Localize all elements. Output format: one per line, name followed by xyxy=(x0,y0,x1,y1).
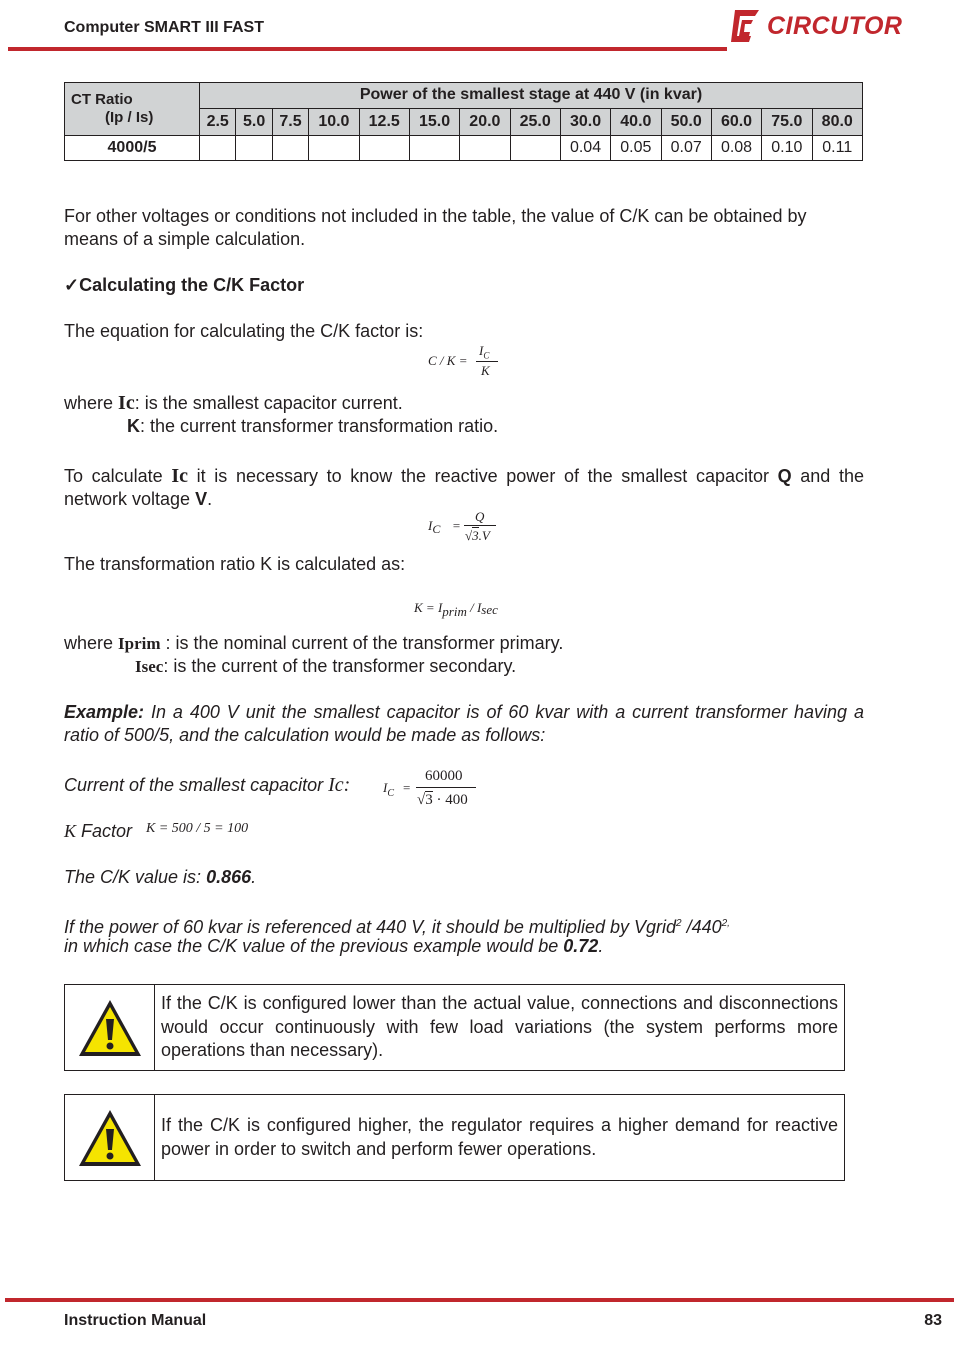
sqrt-icon: √3 · 400 xyxy=(417,792,468,808)
eq-num: $I_C$ xyxy=(479,343,490,361)
example-label: Example: xyxy=(64,702,145,722)
eq-den: K xyxy=(481,363,490,378)
result-line: The C/K value is: 0.866. xyxy=(64,867,257,887)
current-label: Current of the smallest capacitor Ic: xyxy=(64,774,351,796)
stage-cell: 12.5 xyxy=(359,108,409,135)
equation-example-ic: $I_C$ = 60000 √3 · 400 xyxy=(383,768,483,816)
page-number: 83 xyxy=(924,1312,942,1329)
warning-icon xyxy=(76,1107,144,1169)
footer-manual-label: Instruction Manual xyxy=(64,1312,207,1329)
reference-value: 0.72 xyxy=(563,936,599,956)
stage-cell: 2.5 xyxy=(200,108,236,135)
value-cell: 0.08 xyxy=(711,136,761,161)
fraction-bar xyxy=(476,361,498,362)
equation-ck xyxy=(428,343,518,383)
symbol-ic: Ic xyxy=(118,392,135,414)
equation-ic: IC = Q √3.V xyxy=(428,509,508,549)
value-cell xyxy=(272,136,308,161)
value-cell: 0.11 xyxy=(812,136,863,161)
stage-cell: 7.5 xyxy=(272,108,308,135)
stage-cell: 25.0 xyxy=(510,108,560,135)
stage-cell: 75.0 xyxy=(762,108,812,135)
factor-label: K Factor xyxy=(64,821,133,841)
stage-cell: 15.0 xyxy=(409,108,459,135)
value-cell: 0.04 xyxy=(560,136,610,161)
equation-k: K = Iprim / Isec xyxy=(414,600,498,619)
stage-cell: 40.0 xyxy=(611,108,661,135)
where-isec-line: Isec: is the current of the transformer secondary. xyxy=(135,656,517,676)
sqrt-icon: √3.V xyxy=(465,528,490,543)
fraction-bar xyxy=(464,525,496,526)
value-cell: 0.07 xyxy=(661,136,711,161)
value-cell xyxy=(460,136,510,161)
reference-line-2: in which case the C/K value of the previous example would be 0.72. xyxy=(64,936,604,956)
ratio-intro: The transformation ratio K is calculated as: xyxy=(64,554,406,574)
where-iprim-line: where Iprim : is the nominal current of the transformer primary. xyxy=(64,633,564,653)
warning-box-higher xyxy=(64,1094,845,1181)
brand-name: CIRCUTOR xyxy=(767,12,903,40)
footer-rule xyxy=(5,1298,954,1302)
equation-example-k: K = 500 / 5 = 100 xyxy=(146,821,249,836)
symbol-k: K xyxy=(127,416,140,436)
example-paragraph: Example: In a 400 V unit the smallest capacitor is of 60 kvar with a current transformer having a ratio of 500/5, and the calculation would be made as follows: xyxy=(64,702,864,745)
check-icon: ✓ xyxy=(64,275,80,295)
ct-ratio-label: CT Ratio xyxy=(71,91,133,108)
stage-cell: 30.0 xyxy=(560,108,610,135)
warning-text: If the C/K is configured lower than the actual value, connections and disconnections would occur continuously with few load variations (the system performs more operations than necessary). xyxy=(161,993,838,1060)
eq-lhs: C / K = xyxy=(428,353,468,368)
section-heading xyxy=(64,274,304,297)
section-title: Calculating the C/K Factor xyxy=(79,275,305,295)
value-cell: 0.10 xyxy=(762,136,812,161)
symbol-iprim: Iprim xyxy=(118,634,161,653)
where-k-line: K: the current transformer transformation ratio. xyxy=(127,416,499,436)
stage-cell: 60.0 xyxy=(711,108,761,135)
header-rule xyxy=(8,47,727,51)
stage-cell: 5.0 xyxy=(236,108,272,135)
brand-logo xyxy=(729,8,909,44)
stage-cell: 50.0 xyxy=(661,108,711,135)
table-row xyxy=(65,136,863,161)
document-title: Computer SMART III FAST xyxy=(64,19,264,36)
ct-ratio-sublabel: (Ip / Is) xyxy=(105,109,154,126)
result-value: 0.866 xyxy=(206,867,252,887)
ct-ratio-header xyxy=(65,83,200,136)
symbol-isec: Isec xyxy=(135,657,164,676)
intro-paragraph: For other voltages or conditions not included in the table, the value of C/K can be obtained by means of a simple calculation. xyxy=(64,206,807,249)
circutor-logo-icon xyxy=(729,8,763,44)
value-cell xyxy=(309,136,359,161)
ratio-cell: 4000/5 xyxy=(65,136,200,161)
power-header: Power of the smallest stage at 440 V (in kvar) xyxy=(200,83,863,109)
warning-text: If the C/K is configured higher, the regulator requires a higher demand for reactive power in order to switch and perform fewer operations. xyxy=(161,1115,838,1159)
where-ic-line: where Ic: is the smallest capacitor current. xyxy=(64,392,403,414)
value-cell xyxy=(510,136,560,161)
value-cell: 0.05 xyxy=(611,136,661,161)
stage-cell: 20.0 xyxy=(460,108,510,135)
ct-ratio-table xyxy=(64,82,863,161)
value-cell xyxy=(409,136,459,161)
calc-ic-paragraph: To calculate Ic it is necessary to know the reactive power of the smallest capacitor Q and the network voltage V. xyxy=(64,465,864,509)
equation-intro: The equation for calculating the C/K factor is: xyxy=(64,321,424,341)
fraction-bar xyxy=(416,787,476,788)
warning-box-lower xyxy=(64,984,845,1071)
value-cell xyxy=(200,136,236,161)
reference-line-1: If the power of 60 kvar is referenced at 440 V, it should be multiplied by Vgrid$^2$ $/440^{2,}$ xyxy=(64,917,730,937)
value-cell xyxy=(236,136,272,161)
value-cell xyxy=(359,136,409,161)
stage-cell: 80.0 xyxy=(812,108,863,135)
stage-cell: 10.0 xyxy=(309,108,359,135)
warning-icon xyxy=(76,997,144,1059)
